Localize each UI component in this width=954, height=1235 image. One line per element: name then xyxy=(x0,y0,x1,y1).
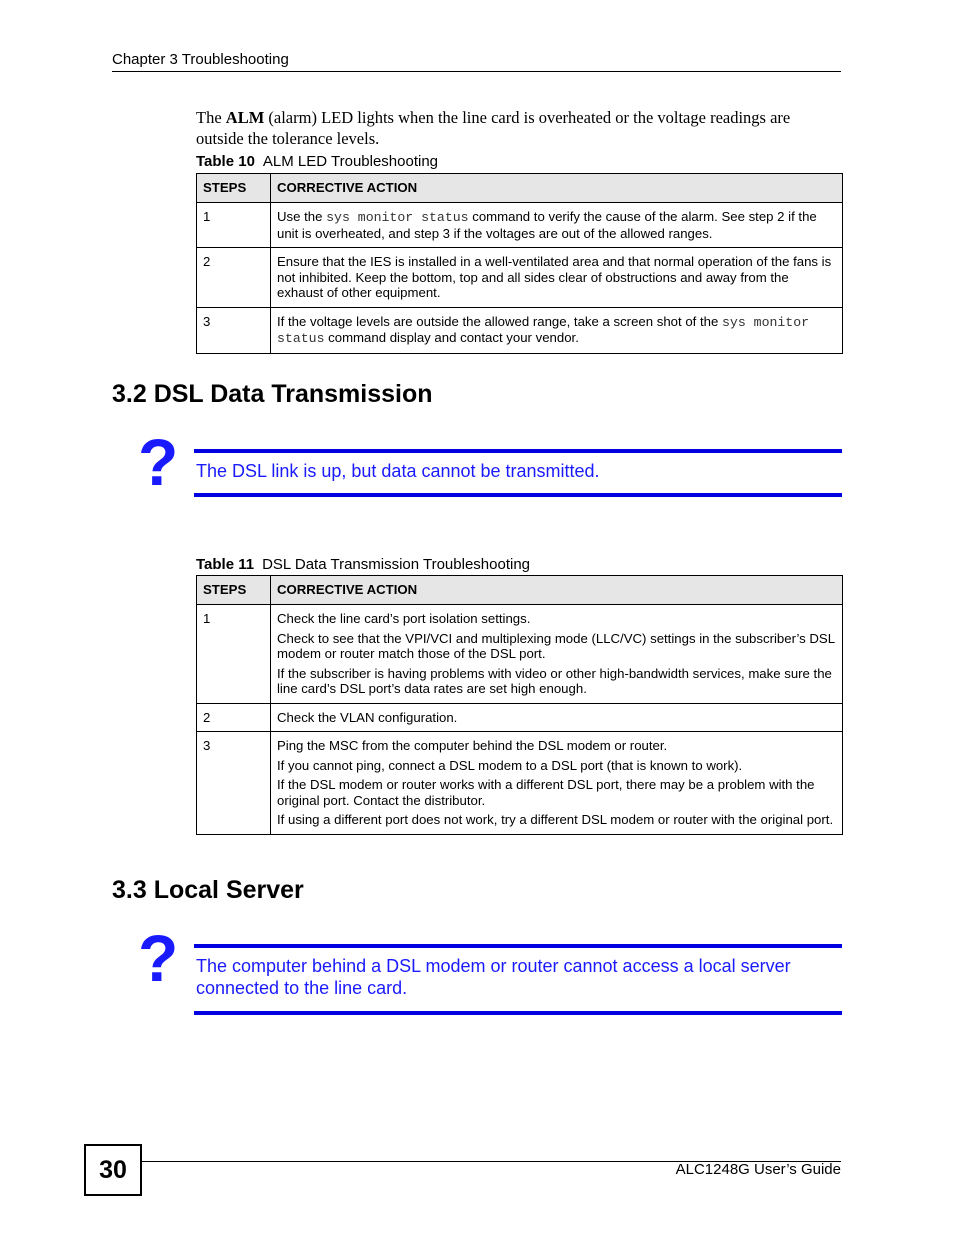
corrective-action: Check the line card’s port isolation settings. Check to see that the VPI/VCI and multiplexing mode (LLC/VC) settings in the subscriber’s DSL modem or router match those of the DSL port. If the subscriber is having problems with video or other high-bandwidth services, make sure the line card’s DSL port’s data rates are set high enough. xyxy=(271,605,843,704)
table-header-row xyxy=(197,576,843,605)
corrective-action: Ping the MSC from the computer behind the DSL modem or router. If you cannot ping, connect a DSL modem to a DSL port (that is known to work). If the DSL modem or router works with a different DSL port, there may be a problem with the original port. Contact the distributor. If using a different port does not work, try a different DSL modem or router with the original port. xyxy=(271,732,843,835)
section-heading-3-2: 3.2 DSL Data Transmission xyxy=(112,380,433,408)
command-text: sys monitor status xyxy=(326,210,469,225)
question-text: The DSL link is up, but data cannot be transmitted. xyxy=(196,461,600,481)
question-mark-icon: ? xyxy=(138,921,179,995)
page-number: 30 xyxy=(84,1144,142,1196)
step-number: 1 xyxy=(197,203,271,248)
table-row xyxy=(197,732,843,835)
col-steps: STEPS xyxy=(197,174,271,203)
running-header: Chapter 3 Troubleshooting xyxy=(112,51,289,68)
question-rule-top xyxy=(194,449,842,453)
table11-caption: Table 11 DSL Data Transmission Troubleshooting xyxy=(196,556,531,573)
col-steps: STEPS xyxy=(197,576,271,605)
col-corrective-action: CORRECTIVE ACTION xyxy=(271,174,843,203)
step-number: 1 xyxy=(197,605,271,704)
question-rule-bottom xyxy=(194,493,842,497)
intro-paragraph: The ALM (alarm) LED lights when the line card is overheated or the voltage readings are outside the tolerance levels. xyxy=(196,108,791,148)
alm-term: ALM xyxy=(225,108,265,127)
command-text: sys monitor status xyxy=(277,314,810,346)
table10-caption: Table 10 ALM LED Troubleshooting xyxy=(196,153,439,170)
table-row xyxy=(197,203,843,248)
table-row xyxy=(197,605,843,704)
table11 xyxy=(196,575,843,835)
table-header-row xyxy=(197,174,843,203)
section-heading-3-3: 3.3 Local Server xyxy=(112,876,304,904)
step-number: 2 xyxy=(197,703,271,732)
corrective-action: Ensure that the IES is installed in a well-ventilated area and that normal operation of the fans is not inhibited. Keep the bottom, top and all sides clear of obstructions and away from the exhaust of other equipment. xyxy=(271,248,843,308)
table-row xyxy=(197,248,843,308)
question-mark-icon: ? xyxy=(138,425,179,499)
step-number: 3 xyxy=(197,732,271,835)
table-row xyxy=(197,307,843,353)
question-text: The computer behind a DSL modem or router cannot access a local server connected to the line card. xyxy=(196,956,791,998)
table-row xyxy=(197,703,843,732)
step-number: 2 xyxy=(197,248,271,308)
corrective-action: Check the VLAN configuration. xyxy=(271,703,843,732)
corrective-action: Use the sys monitor status command to verify the cause of the alarm. See step 2 if the unit is overheated, and step 3 if the voltages are out of the allowed ranges. xyxy=(271,203,843,248)
col-corrective-action: CORRECTIVE ACTION xyxy=(271,576,843,605)
guide-title: ALC1248G User’s Guide xyxy=(675,1161,841,1178)
header-divider xyxy=(112,71,841,72)
question-rule-top xyxy=(194,944,842,948)
table10 xyxy=(196,173,843,354)
corrective-action: If the voltage levels are outside the allowed range, take a screen shot of the sys monitor status command display and contact your vendor. xyxy=(271,307,843,353)
step-number: 3 xyxy=(197,307,271,353)
question-rule-bottom xyxy=(194,1011,842,1015)
